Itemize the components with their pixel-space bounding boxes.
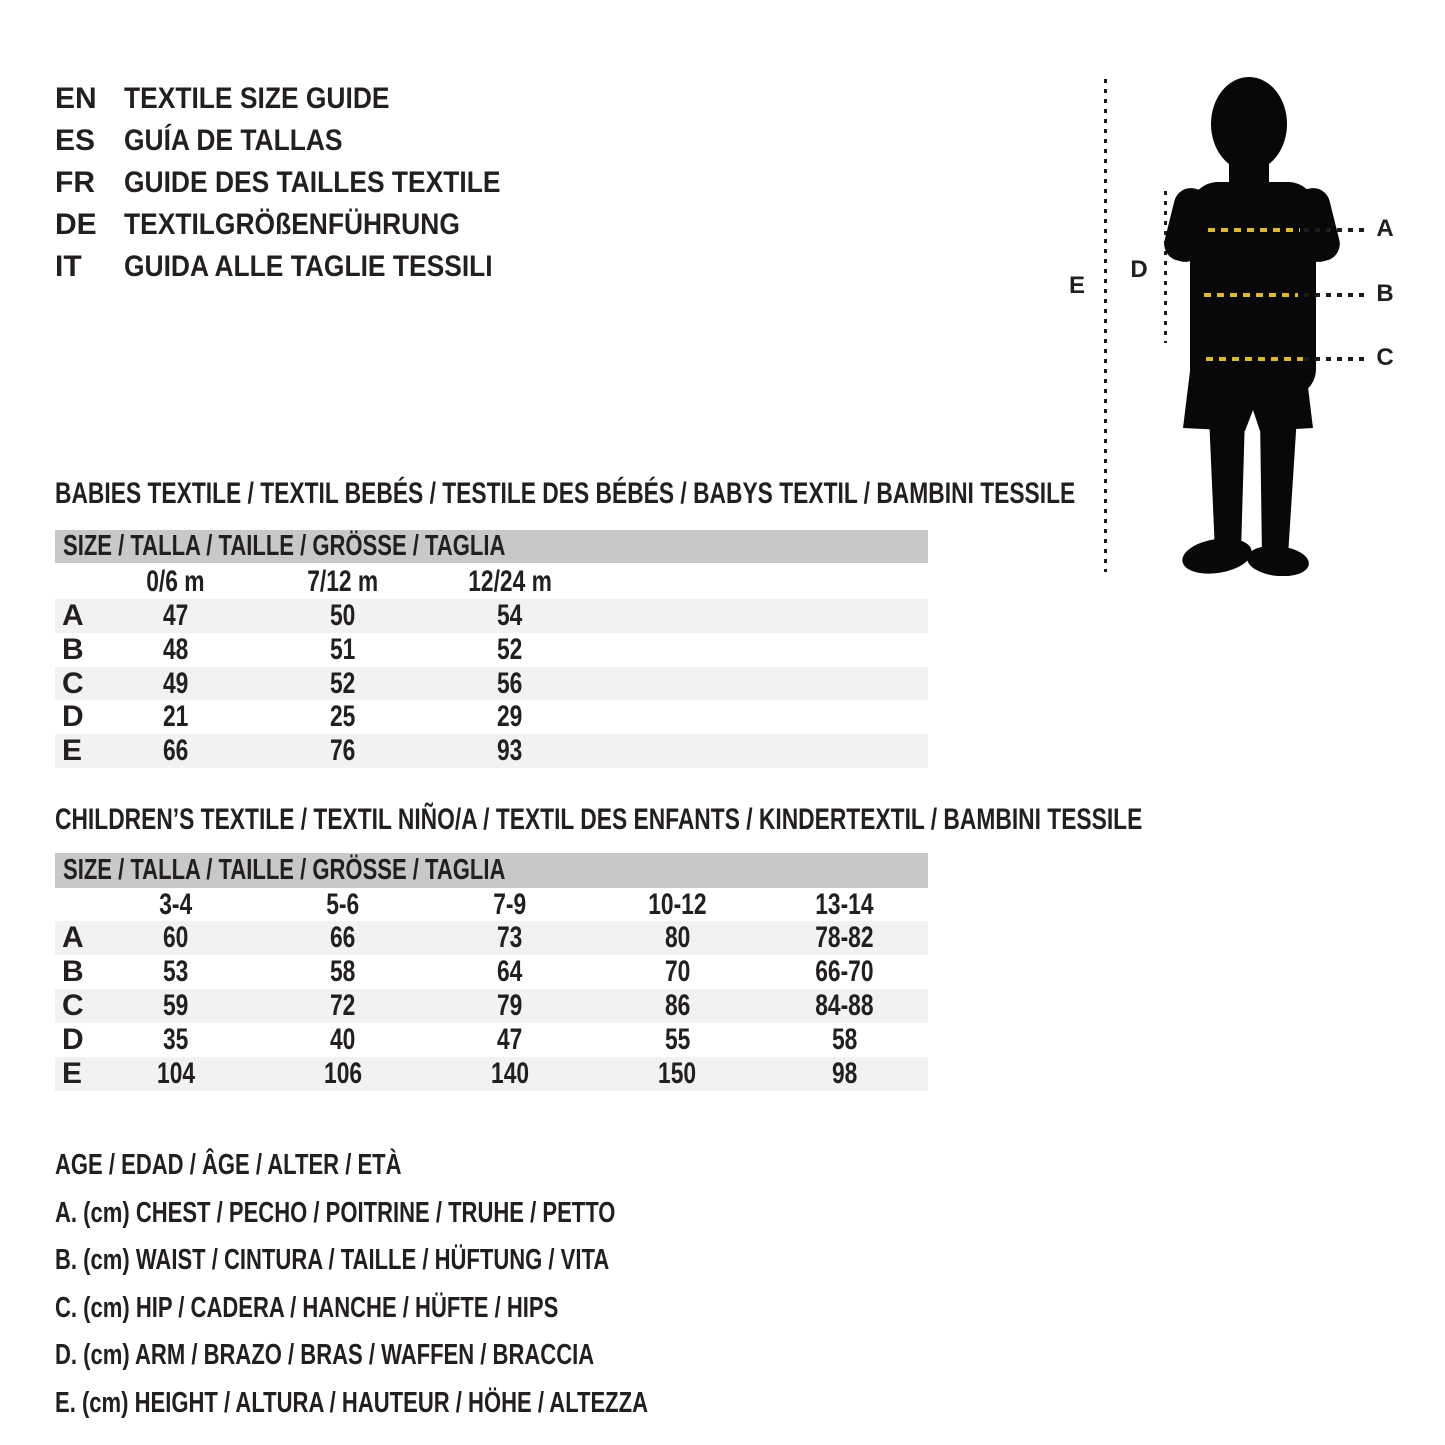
guide-title: GUIDE DES TAILLES TEXTILE [124,166,501,199]
chest-line-connector [1304,228,1366,232]
table-cell: 48 [162,632,189,666]
legend-line-chest: A. (cm) CHEST / PECHO / POITRINE / TRUHE / PETTO [55,1196,616,1229]
table-cell: 140 [490,1057,530,1090]
children-table-row [55,921,928,955]
table-cell: 86 [664,989,690,1022]
children-column-header-row [55,888,928,921]
children-table-row [55,1057,928,1091]
row-label: B [62,632,84,666]
table-cell: 73 [497,921,523,954]
waist-line-yellow [1204,293,1298,297]
table-cell: 78-82 [815,921,874,954]
babies-table-row [55,700,928,734]
table-cell: 84-88 [815,989,874,1022]
table-cell: 106 [323,1057,362,1090]
table-cell: 66-70 [815,955,874,988]
row-label: E [62,1057,83,1090]
table-cell: 150 [658,1057,697,1090]
row-label: D [62,700,84,734]
table-cell: 54 [497,599,523,632]
table-cell: 40 [330,1023,356,1056]
legend-line-waist: B. (cm) WAIST / CINTURA / TAILLE / HÜFTUNG / VITA [55,1244,610,1276]
guide-title: TEXTILE SIZE GUIDE [124,82,390,115]
marker-label-A: A [1376,215,1394,242]
table-cell: 60 [162,921,189,954]
legend-line-height: E. (cm) HEIGHT / ALTURA / HAUTEUR / HÖHE / ALTEZZA [55,1386,649,1419]
guide-title: TEXTILGRÖßENFÜHRUNG [124,208,460,241]
row-label: D [62,1023,84,1056]
table-cell: 51 [330,632,356,666]
children-section-title [55,804,1445,836]
table-cell: 59 [162,989,189,1022]
row-label: A [62,599,84,632]
table-cell: 80 [664,921,690,954]
legend-line-age: AGE / EDAD / ÂGE / ALTER / ETÀ [55,1149,402,1181]
silhouette-left-shoe [1180,534,1254,576]
table-cell: 52 [497,632,523,666]
lang-code: EN [55,82,97,115]
table-cell: 58 [330,955,356,988]
table-cell: 21 [162,700,189,734]
waist-line-connector [1304,293,1366,297]
table-cell: 47 [162,599,189,632]
babies-table-row [55,599,928,633]
table-cell: 47 [497,1023,523,1056]
hip-line-connector [1304,357,1366,361]
guide-title: GUIDA ALLE TAGLIE TESSILI [124,250,493,283]
chest-line-yellow [1208,228,1300,232]
table-cell: 50 [330,599,356,632]
lang-row-en [55,78,552,120]
marker-label-E: E [1068,272,1085,299]
babies-table-row [55,734,928,768]
children-col-header: 13-14 [815,888,874,921]
table-cell: 58 [831,1023,858,1056]
babies-size-header-bar [55,530,928,563]
marker-label-C: C [1376,344,1394,371]
table-cell: 98 [831,1057,858,1090]
lang-row-it [55,246,552,288]
babies-column-header-row [55,565,928,599]
babies-col-header: 12/24 m [468,565,552,598]
table-cell: 66 [162,734,189,768]
table-cell: 55 [664,1023,690,1056]
babies-table-row [55,633,928,667]
legend-line-arm: D. (cm) ARM / BRAZO / BRAS / WAFFEN / BRACCIA [55,1339,595,1371]
row-label: C [62,666,84,700]
children-size-header-bar [55,853,928,888]
children-section-title-text: CHILDREN’S TEXTILE / TEXTIL NIÑO/A / TEXTIL DES ENFANTS / KINDERTEXTIL / BAMBINI TESSILE [55,803,1143,836]
guide-title: GUÍA DE TALLAS [124,124,343,157]
babies-col-header: 7/12 m [307,565,379,598]
children-col-header: 5-6 [326,888,360,921]
table-cell: 70 [664,955,690,988]
table-cell: 25 [330,700,356,734]
table-cell: 52 [330,666,356,700]
legend-line-hip: C. (cm) HIP / CADERA / HANCHE / HÜFTE / HIPS [55,1291,559,1324]
table-cell: 35 [162,1023,189,1056]
lang-row-es [55,120,552,162]
children-col-header: 7-9 [493,888,527,921]
babies-section-title [55,478,1397,510]
marker-label-B: B [1376,280,1394,307]
table-cell: 72 [330,989,356,1022]
lang-code: ES [55,124,96,157]
table-cell: 79 [497,989,523,1022]
babies-section-title-text: BABIES TEXTILE / TEXTIL BEBÉS / TESTILE DES BÉBÉS / BABYS TEXTIL / BAMBINI TESSILE [55,477,1076,510]
marker-label-D: D [1130,256,1148,283]
table-cell: 53 [162,955,189,988]
silhouette-head [1211,77,1287,171]
table-cell: 29 [497,700,523,734]
children-table-row [55,1023,928,1057]
children-table-row [55,989,928,1023]
children-col-header: 10-12 [648,888,707,921]
row-label: E [62,734,83,768]
children-table-row [55,955,928,989]
children-size-header-text: SIZE / TALLA / TAILLE / GRÖSSE / TAGLIA [63,854,506,886]
language-title-block [55,78,552,288]
silhouette-right-shoe [1246,543,1311,576]
lang-row-fr [55,162,552,204]
measurement-legend [55,1142,835,1427]
table-cell: 93 [497,734,523,768]
table-cell: 56 [497,666,523,700]
hip-line-yellow [1206,357,1303,361]
lang-code: FR [55,166,95,199]
babies-col-header: 0/6 m [146,565,205,598]
row-label: A [62,921,84,954]
table-cell: 64 [497,955,523,988]
babies-size-header-text: SIZE / TALLA / TAILLE / GRÖSSE / TAGLIA [63,530,506,562]
row-label: C [62,989,84,1022]
table-cell: 104 [156,1057,195,1090]
children-col-header: 3-4 [159,888,193,921]
table-cell: 76 [330,734,356,768]
lang-code: DE [55,208,97,241]
row-label: B [62,955,84,988]
lang-row-de [55,204,552,246]
table-cell: 49 [162,666,189,700]
lang-code: IT [55,250,82,283]
table-cell: 66 [330,921,356,954]
babies-table-row [55,667,928,701]
